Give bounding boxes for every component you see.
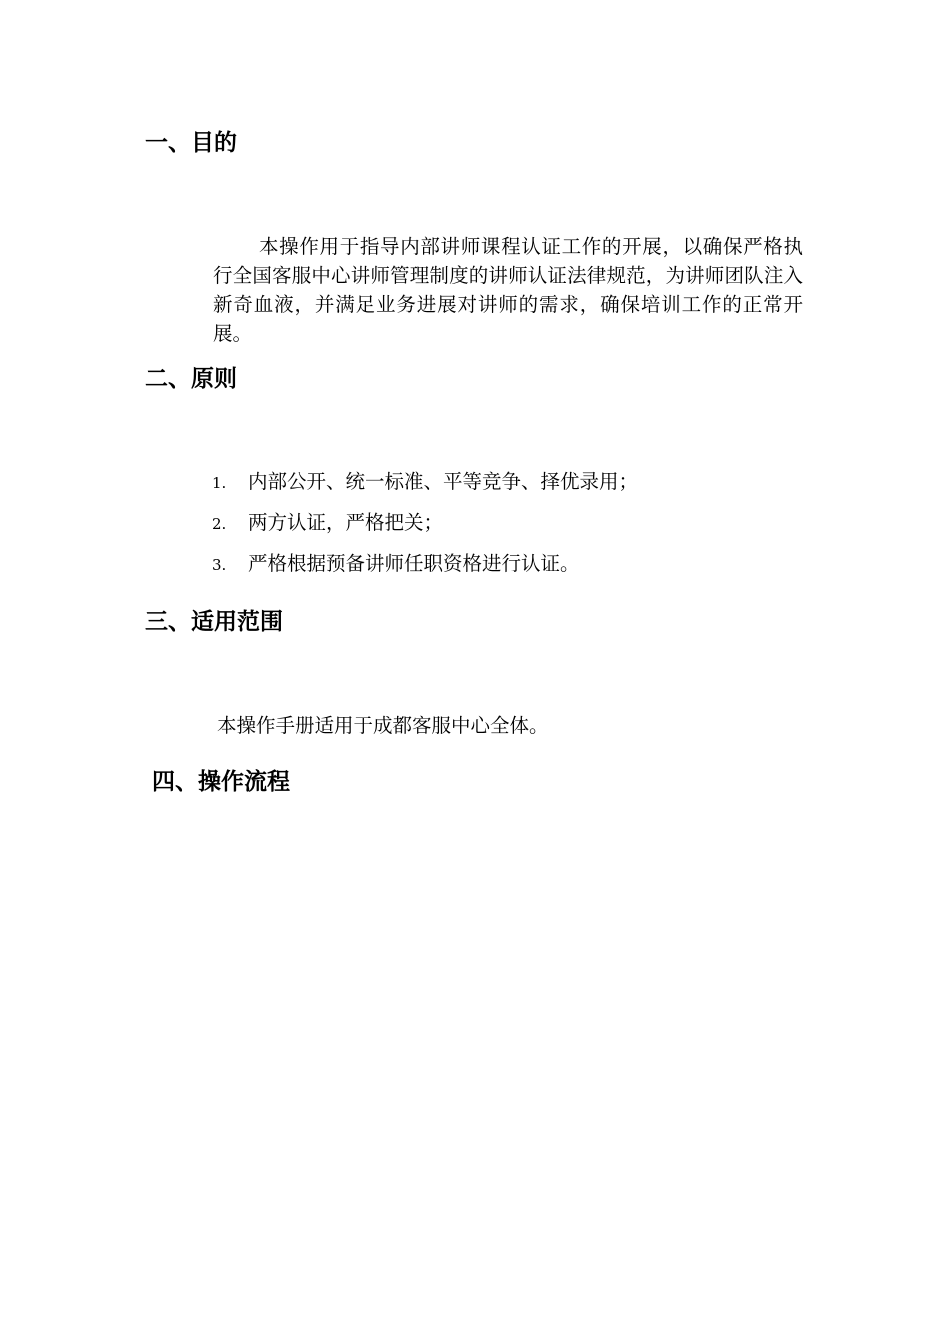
list-item — [210, 467, 638, 508]
section-heading-process: 四、操作流程 — [152, 769, 290, 795]
list-item — [210, 508, 638, 549]
section-heading-scope: 三、适用范围 — [145, 609, 283, 635]
list-item-text: 两方认证，严格把关； — [248, 511, 444, 534]
scope-paragraph: 本操作手册适用于成都客服中心全体。 — [217, 714, 549, 737]
list-item — [210, 549, 638, 590]
list-item-number: 3. — [212, 556, 227, 574]
section-heading-principles: 二、原则 — [145, 366, 237, 392]
section-heading-purpose: 一、目的 — [145, 130, 237, 156]
list-item-number: 2. — [212, 515, 227, 533]
list-item-text: 内部公开、统一标准、平等竞争、择优录用； — [248, 470, 639, 493]
purpose-paragraph: 本操作用于指导内部讲师课程认证工作的开展，以确保严格执行全国客服中心讲师管理制度的讲师认证法律规范，为讲师团队注入新奇血液，并满足业务进展对讲师的需求，确保培训工作的正常开展。 — [213, 235, 803, 345]
list-item-number: 1. — [212, 474, 227, 492]
list-item-text: 严格根据预备讲师任职资格进行认证。 — [248, 552, 580, 575]
principles-list — [210, 467, 638, 590]
